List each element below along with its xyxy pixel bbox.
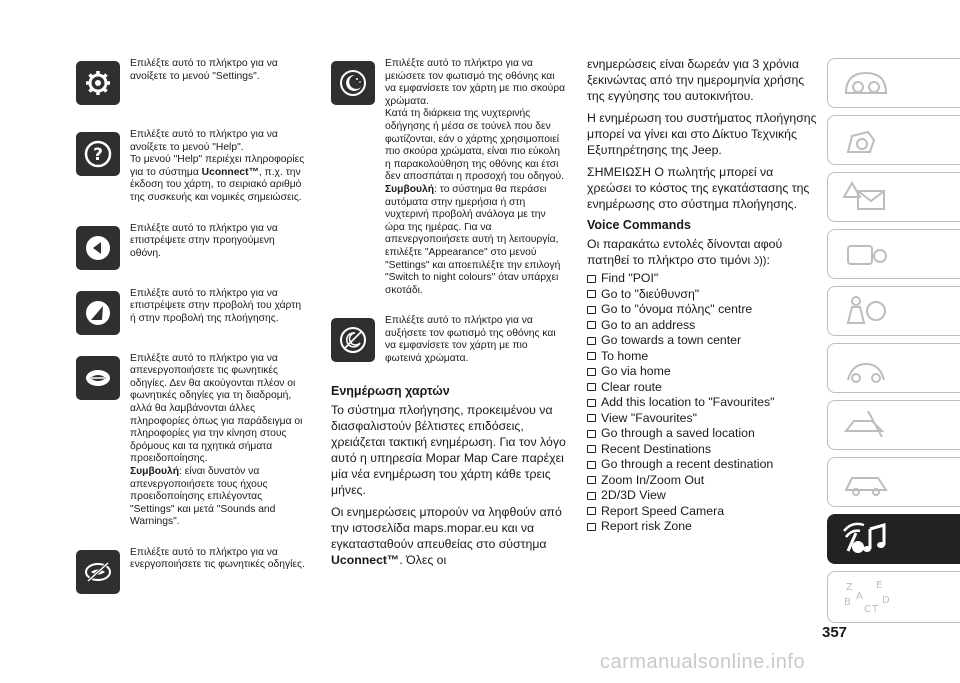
tab-warnings[interactable] [827, 172, 960, 222]
tab-emergency[interactable] [827, 343, 960, 393]
voice-command-text: Clear route [601, 379, 662, 394]
unmute-icon [76, 550, 120, 594]
voice-command-text: Zoom In/Zoom Out [601, 472, 705, 487]
voice-intro-end: : [766, 253, 770, 267]
back-entry [76, 223, 306, 270]
voice-command-text: Go to "διεύθυνση" [601, 286, 700, 301]
steering-wheel-icon [842, 122, 890, 158]
map-update-heading: Ενημέρωση χαρτών [331, 383, 450, 398]
voice-command-item [587, 380, 817, 396]
checkbox-icon [587, 321, 596, 329]
checkbox-icon [587, 476, 596, 484]
wrench-icon [842, 350, 890, 386]
settings-icon [76, 61, 120, 105]
unmute-text: Επιλέξτε αυτό το πλήκτρο για να ενεργοποιήσετε τις φωνητικές οδηγίες. [130, 546, 305, 571]
mute-entry [76, 353, 306, 529]
checkbox-icon [587, 337, 596, 345]
checkbox-icon [587, 445, 596, 453]
uconnect-label-2: Uconnect™ [331, 552, 400, 567]
day-text: Επιλέξτε αυτό το πλήκτρο για να αυξήσετε τον φωτισμό της οθόνης και να εμφανίσετε τον χάρτη με πιο φωτεινά χρώματα. [385, 315, 556, 365]
service-paragraph: Η ενημέρωση του συστήματος πλοήγησης μπορεί να γίνει και στο Δίκτυο Τεχνικής Εξυπηρέτησης της Jeep. [587, 111, 817, 157]
uconnect-label: Uconnect™ [201, 166, 259, 178]
index-letter: T [872, 604, 879, 615]
voice-command-item [587, 519, 817, 535]
voice-command-text: Go through a saved location [601, 426, 755, 440]
voice-command-item [587, 395, 817, 411]
checkbox-icon [587, 275, 596, 283]
checkbox-icon [587, 368, 596, 376]
tab-airbag[interactable] [827, 286, 960, 336]
back-icon [76, 226, 120, 270]
help-text-1: Επιλέξτε αυτό το πλήκτρο για να ανοίξετε το μενού "Help". [130, 129, 278, 153]
mute-tip: : είναι δυνατόν να απενεργοποιήσετε τους ήχους προειδοποίησης επιλέγοντας "Settings" και μετά "Sounds and Warnings". [130, 465, 276, 528]
voice-command-item [587, 318, 817, 334]
settings-text: Επιλέξτε αυτό το πλήκτρο για να ανοίξετε το μενού "Settings". [130, 58, 278, 82]
voice-command-text: Report risk Zone [601, 519, 692, 533]
voice-command-text: Go through a recent destination [601, 457, 774, 471]
tab-steering[interactable] [827, 115, 960, 165]
checkbox-icon [587, 290, 596, 298]
map-update-paragraph-1: Το σύστημα πλοήγησης, προκειμένου να διασφαλιστούν βέλτιστες επιδόσεις, χρειάζεται τακτική ενημέρωση. Για τον λόγο αυτό η υπηρεσία Mopar Map Care παρέχει μία νέα ενημέρωση του χάρτη κάθε τρεις μήνες. [331, 402, 566, 497]
tab-specs[interactable] [827, 457, 960, 507]
checkbox-icon [587, 352, 596, 360]
voice-command-text: Recent Destinations [601, 441, 712, 456]
checkbox-icon [587, 414, 596, 422]
checkbox-icon [587, 507, 596, 515]
checkbox-icon [587, 492, 596, 500]
unmute-entry [76, 547, 306, 594]
voice-command-item [587, 302, 817, 318]
voice-command-item [587, 473, 817, 489]
index-letters-icon [842, 579, 890, 615]
voice-command-text: Add this location to "Favourites" [601, 395, 775, 409]
voice-command-item [587, 333, 817, 349]
help-text-2: Το μενού "Help" περιέχει πληροφορίες για το σύστημα [130, 154, 305, 178]
voice-command-text: Go to an address [601, 317, 696, 332]
day-mode-icon [331, 318, 375, 362]
voice-command-item [587, 426, 817, 442]
back-text: Επιλέξτε αυτό το πλήκτρο για να επιστρέψετε στην προηγούμενη οθόνη. [130, 222, 278, 259]
tab-servicing[interactable] [827, 400, 960, 450]
voice-command-text: Go towards a town center [601, 333, 742, 347]
voice-command-text: View "Favourites" [601, 410, 697, 425]
voice-command-item [587, 411, 817, 427]
voice-command-text: 2D/3D View [601, 488, 666, 502]
index-letter: A [856, 591, 863, 602]
middle-column [331, 58, 566, 574]
checkbox-icon [587, 383, 596, 391]
voice-commands-heading: Voice Commands [587, 218, 691, 232]
svg-text:?: ? [93, 145, 103, 165]
tab-starting[interactable] [827, 229, 960, 279]
voice-button-icon: ʖ)) [753, 255, 767, 267]
page-number: 357 [822, 624, 848, 641]
day-entry [331, 315, 566, 365]
map-update-paragraph-2: Οι ενημερώσεις μπορούν να ληφθούν από την ιστοσελίδα maps.mopar.eu και να εγκατασταθούν απευθείας στο σύστημα [331, 504, 562, 551]
checkbox-icon [587, 461, 596, 469]
voice-command-text: To home [601, 348, 649, 363]
voice-command-item [587, 504, 817, 520]
voice-intro: Οι παρακάτω εντολές δίνονται αφού πατηθεί το πλήκτρο στο τιμόνι [587, 237, 783, 267]
updates-paragraph: ενημερώσεις είναι δωρεάν για 3 χρόνια ξεκινώντας από την ημερομηνία χρήσης της εγγύησης του αυτοκινήτου. [587, 57, 805, 103]
mute-icon [76, 356, 120, 400]
checkbox-icon [587, 399, 596, 407]
voice-commands-list [587, 271, 817, 535]
night-tip: : το σύστημα θα περάσει αυτόματα στην ημερήσια ή στη νυχτερινή προβολή ανάλογα με την ώρα της ημέρας. Για να απενεργοποιήσετε αυτή τη λειτουργία, επιλέξτε "Appearance" στο μενού "Settings" και αποεπιλέξτε την επιλογή "Switch to night colours" όταν υπάρχει σκοτάδι. [385, 183, 561, 296]
index-letter: B [844, 597, 851, 608]
start-key-icon [842, 236, 890, 272]
tab-multimedia[interactable] [827, 514, 960, 564]
airbag-icon [842, 293, 890, 329]
specs-car-icon [842, 464, 890, 500]
voice-command-item [587, 457, 817, 473]
night-text-2: Κατά τη διάρκεια της νυχτερινής οδήγησης ή μέσα σε τούνελ που δεν φωτίζονται, εάν ο χάρτης χρησιμοποιεί πιο σκούρα χρώματα, είναι πιο εύκολη η παρακολούθηση της οθόνης και έτσι δεν αποσπάται η προσοχή του οδηγού. [385, 108, 565, 183]
voice-command-item [587, 442, 817, 458]
mute-text: Επιλέξτε αυτό το πλήκτρο για να απενεργοποιήσετε τις φωνητικές οδηγίες. Δεν θα ακούγονται πλέον οι φωνητικές οδηγίες για τη διαδρομή, αλλά θα λαμβάνονται άλλες πληροφορίες όπως για παράδειγμα οι πληροφορίες για την κίνηση στους δρόμους και τα ηχητικά σήματα προειδοποίησης. [130, 352, 303, 465]
view-text: Επιλέξτε αυτό το πλήκτρο για να επιστρέψετε στην προβολή του χάρτη ή στην προβολή της πλοήγησης. [130, 287, 302, 324]
chapter-tabs [827, 58, 960, 630]
night-text-1: Επιλέξτε αυτό το πλήκτρο για να μειώσετε τον φωτισμό της οθόνης και να εμφανίσετε τον χάρτη με πιο σκούρα χρώματα. [385, 58, 566, 107]
note-paragraph: ΣΗΜΕΙΩΣΗ Ο πωλητής μπορεί να χρεώσει το κόστος της εγκατάστασης της ενημέρωσης στο σύστημα πλοήγησης. [587, 165, 810, 211]
left-column [76, 58, 306, 612]
index-letter: C [864, 604, 871, 615]
checkbox-icon [587, 523, 596, 531]
voice-command-text: Go via home [601, 364, 671, 378]
checkbox-icon [587, 430, 596, 438]
voice-command-item [587, 287, 817, 303]
help-icon [76, 132, 120, 176]
help-entry [76, 129, 306, 205]
voice-command-text: Go to "όνομα πόλης" centre [601, 302, 753, 316]
right-column [587, 58, 817, 535]
watermark: carmanualsonline.info [600, 651, 806, 673]
help-text-3: , π.χ. την έκδοση του χάρτη, το σειριακό αριθμό της συσκευής και νομικές σημειώσεις. [130, 166, 302, 203]
voice-command-item [587, 349, 817, 365]
tab-dashboard[interactable] [827, 58, 960, 108]
night-entry [331, 58, 566, 297]
view-icon [76, 291, 120, 335]
checkbox-icon [587, 306, 596, 314]
tow-truck-icon [842, 407, 890, 443]
warning-envelope-icon [842, 179, 890, 215]
voice-command-item [587, 488, 817, 504]
index-letter: E [876, 580, 883, 591]
mute-tip-label: Συμβουλή [130, 465, 180, 477]
night-tip-label: Συμβουλή [385, 183, 435, 195]
night-mode-icon [331, 61, 375, 105]
voice-command-item [587, 364, 817, 380]
map-update-paragraph-2-end: . Όλες οι [399, 552, 447, 567]
settings-entry [76, 58, 306, 105]
index-letter: Z [846, 582, 853, 593]
view-entry [76, 288, 306, 335]
voice-command-text: Report Speed Camera [601, 503, 725, 518]
car-dashboard-icon [842, 65, 890, 101]
tab-index[interactable] [827, 571, 960, 623]
voice-command-text: Find "POI" [601, 271, 659, 285]
multimedia-icon [842, 521, 890, 557]
index-letter: D [882, 595, 890, 606]
voice-command-item [587, 271, 817, 287]
